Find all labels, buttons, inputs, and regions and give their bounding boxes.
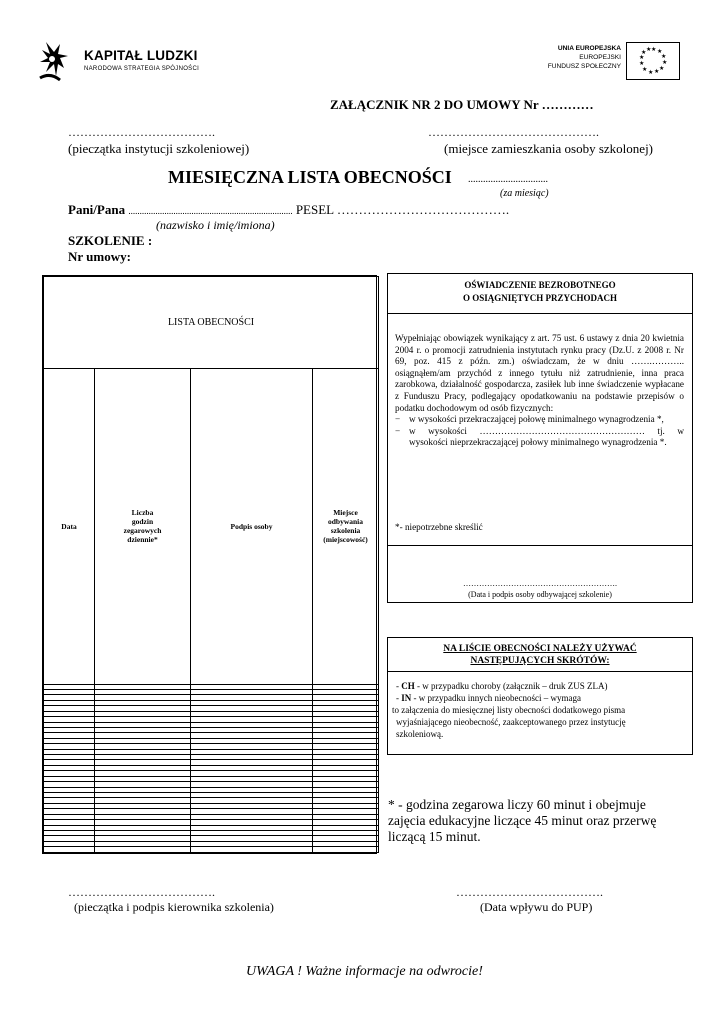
svg-text:★: ★ [657, 48, 663, 55]
declaration-item-2: − w wysokości ……………………………………………… tj. w wysokości nieprzekraczającej połowy minimalnego wynagrodzenia *. [395, 425, 684, 448]
warning-note: UWAGA ! Ważne informacje na odwrocie! [246, 964, 483, 979]
declaration-item-1-text: w wysokości przekraczającej połowę minimalnego wynagrodzenia *, [409, 414, 664, 425]
declaration-title-line-2: O OSIĄGNIĘTYCH PRZYCHODACH [462, 293, 617, 303]
col-place-line-4: (miejscowość) [323, 535, 368, 545]
col-hours-line-2: godzin [131, 517, 154, 527]
footnote-line-3: liczącą 15 minut. [388, 829, 481, 844]
stamp-label: (pieczątka instytucji szkoleniowej) [68, 141, 250, 156]
declaration-title-line-1: OŚWIADCZENIE BEZROBOTNEGO [464, 280, 616, 290]
stamp-dots: ………………………………. [68, 125, 215, 139]
table-cell[interactable] [95, 847, 191, 853]
nr-umowy-label: Nr umowy: [68, 249, 131, 264]
residence-dots: ……………………………………. [428, 125, 599, 139]
col-place [313, 369, 379, 684]
abbrev-line-4: wyjaśniającego nieobecność, zaakceptowanego przez instytucję [396, 717, 626, 727]
divider [388, 671, 692, 672]
table-cell[interactable] [313, 847, 379, 853]
svg-text:★: ★ [651, 46, 657, 53]
svg-text:★: ★ [654, 68, 660, 75]
abbrev-ch-code: CH [401, 681, 415, 691]
month-label: (za miesiąc) [500, 188, 549, 199]
abbrev-in: - IN - w przypadku innych nieobecności – wymaga [396, 693, 581, 703]
page-title: MIESIĘCZNA LISTA OBECNOŚCI [168, 167, 452, 187]
attendance-title: LISTA OBECNOŚCI [44, 277, 379, 369]
col-date: Data [44, 369, 95, 684]
attendance-table [42, 275, 377, 854]
szkolenie-label: SZKOLENIE : [68, 233, 153, 248]
name-dots: ......................................................................... [128, 206, 293, 216]
name-line [68, 202, 509, 218]
footnote-line-1: * - godzina zegarowa liczy 60 minut i obejmuje [388, 797, 646, 812]
kapital-ludzki-emblem-icon [38, 38, 78, 84]
declaration-note: *- niepotrzebne skreślić [395, 522, 483, 532]
pesel-dots: …………………………………. [336, 202, 510, 217]
svg-text:★: ★ [661, 53, 667, 60]
col-signature: Podpis osoby [191, 369, 313, 684]
declaration-text: Wypełniając obowiązek wynikający z art. 75 ust. 6 ustawy z dnia 20 kwietnia 2004 r. o promocji zatrudnienia instytutach rynku pracy (Dz.U. z 2008 r. Nr 69, poz. 415 z późn. zm.) oświadczam, że w dniu …….……….. osiągnąłem/am przychód z innego tytułu niż zatrudnienie, inna praca zarobkowa, działalność gospodarcza, zasiłek lub inne świadczenie wypłacane z Funduszu Pracy, podlegający opodatkowaniu na podstawie przepisów o podatku dochodowym od osób fizycznych: [395, 333, 684, 413]
eu-flag-icon [626, 42, 680, 80]
footnote [388, 797, 656, 845]
pup-date-dots: ………………………………. [456, 885, 603, 899]
col-place-line-3: szkolenia [330, 526, 361, 536]
footnote-line-2: zajęcia edukacyjne liczące 45 minut oraz przerwę [388, 813, 657, 828]
abbrev-line-3: to załączenia do miesięcznej listy obecności dodatkowego pisma [392, 705, 626, 715]
residence-label: (miejsce zamieszkania osoby szkolonej) [444, 141, 654, 156]
kapital-ludzki-logo [38, 38, 208, 86]
svg-text:★: ★ [642, 66, 648, 73]
declaration-sign-dots: …………………………………………………. [463, 579, 617, 588]
col-place-line-2: odbywania [328, 517, 364, 527]
table-cell[interactable] [191, 847, 313, 853]
abbreviations-title-line-2: NASTĘPUJĄCYCH SKRÓTÓW: [470, 656, 610, 666]
abbreviations-box [387, 637, 693, 755]
pup-date-label: (Data wpływu do PUP) [480, 900, 593, 914]
eu-line-3: FUNDUSZ SPOŁECZNY [547, 63, 621, 70]
manager-sign-label: (pieczątka i podpis kierownika szkolenia) [74, 900, 274, 914]
eu-text [548, 44, 621, 71]
logo-brand: KAPITAŁ LUDZKI [84, 48, 198, 63]
eu-line-1: UNIA EUROPEJSKA [557, 45, 621, 52]
name-hint: (nazwisko i imię/imiona) [156, 218, 275, 232]
svg-text:★: ★ [662, 59, 668, 66]
abbrev-in-text: w przypadku innych nieobecności – wymaga [418, 693, 581, 703]
svg-text:★: ★ [659, 65, 665, 72]
svg-text:★: ★ [648, 69, 654, 76]
abbreviations-title-line-1: NA LIŚCIE OBECNOŚCI NALEŻY UŻYWAĆ [443, 644, 637, 654]
col-hours-line-3: zegarowych [123, 526, 162, 536]
declaration-title [388, 279, 692, 305]
svg-text:★: ★ [646, 46, 652, 53]
declaration-box [387, 273, 693, 603]
col-hours-line-4: dziennie* [127, 535, 158, 545]
svg-text:★: ★ [641, 49, 647, 56]
col-hours [95, 369, 191, 684]
abbreviations-title [388, 643, 692, 667]
annex-title: ZAŁĄCZNIK NR 2 DO UMOWY Nr ………… [330, 97, 594, 112]
col-hours-line-1: Liczba [131, 508, 154, 518]
col-place-line-1: Miejsce [333, 508, 358, 518]
declaration-body [395, 333, 684, 449]
declaration-sign-label: (Data i podpis osoby odbywającej szkolenie) [468, 590, 612, 599]
declaration-item-2-text: w wysokości ……………………………………………… tj. w wysokości nieprzekraczającej połowy minimalnego wynagrodzenia *. [409, 425, 684, 448]
abbrev-ch: - CH - w przypadku choroby (załącznik – druk ZUS ZLA) [396, 681, 608, 691]
month-dots: ................................ [468, 174, 548, 185]
abbrev-in-code: IN [401, 693, 412, 703]
abbreviations-body [392, 680, 686, 740]
divider [388, 313, 692, 314]
pesel-label: PESEL [295, 202, 334, 217]
logo-subtitle: NARODOWA STRATEGIA SPÓJNOŚCI [84, 66, 200, 72]
table-row [44, 847, 379, 853]
abbrev-ch-text: w przypadku choroby (załącznik – druk ZUS ZLA) [422, 681, 608, 691]
pani-label: Pani/Pana [68, 202, 126, 217]
divider [388, 545, 692, 546]
svg-text:★: ★ [639, 54, 645, 61]
table-cell[interactable] [44, 847, 95, 853]
manager-sign-dots: ………………………………. [68, 885, 215, 899]
abbrev-line-5: szkoleniową. [396, 729, 444, 739]
svg-text:★: ★ [639, 60, 645, 67]
eu-line-2: EUROPEJSKI [579, 54, 621, 61]
declaration-item-1: − w wysokości przekraczającej połowę minimalnego wynagrodzenia *, [395, 414, 664, 425]
